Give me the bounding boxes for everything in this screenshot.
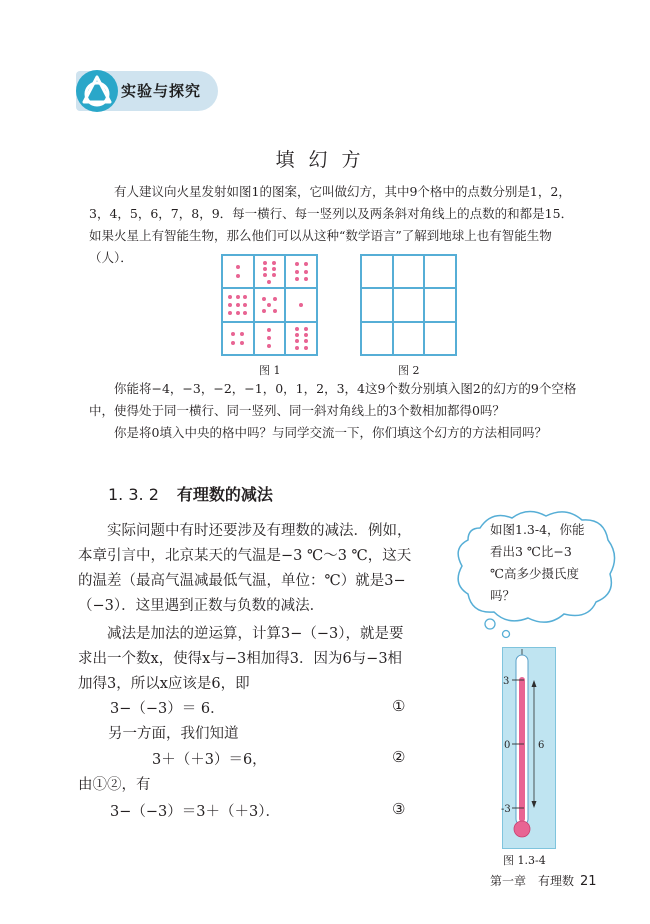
body-paragraph-2: 减法是加法的逆运算，计算3−（−3），就是要求出一个数x，使得x与−3相加得3．因为6与−3相加得3，所以x应该是6，即 [78, 626, 404, 692]
magic-square-cell [254, 255, 286, 288]
grid-cell [393, 255, 425, 288]
dot-mark [243, 311, 247, 315]
dot-mark [228, 311, 232, 315]
dot-mark [304, 270, 308, 274]
footer-chapter: 第一章 有理数 [490, 874, 575, 888]
page-footer [490, 872, 597, 889]
dot-mark [231, 341, 235, 345]
magic-square-cell [222, 288, 254, 321]
dot-mark [304, 262, 308, 266]
equation-2-number: ② [392, 748, 406, 766]
dot-mark [304, 327, 308, 331]
dot-mark [236, 265, 240, 269]
dot-mark [295, 339, 299, 343]
figure-2-caption: 图 2 [398, 364, 420, 377]
dot-mark [295, 327, 299, 331]
dot-mark [228, 295, 232, 299]
dot-mark [263, 261, 267, 265]
dot-mark [243, 295, 247, 299]
grid-cell [393, 322, 425, 355]
magic-square-cell [254, 322, 286, 355]
line-from-equations: 由①②，有 [78, 777, 151, 793]
dot-mark [272, 261, 276, 265]
magic-square-cell [222, 322, 254, 355]
subsection-title: 有理数的减法 [176, 485, 273, 504]
grid-cell [361, 255, 393, 288]
magic-square-figure-1 [221, 254, 318, 356]
question-paragraph [89, 378, 581, 444]
banner-title: 实验与探究 [121, 82, 202, 100]
dot-mark [263, 273, 267, 277]
dot-mark [272, 267, 276, 271]
dot-mark [295, 346, 299, 350]
dot-mark [263, 267, 267, 271]
grid-cell [424, 255, 456, 288]
dot-mark [273, 309, 277, 313]
magic-square-cell [222, 255, 254, 288]
dot-mark [236, 295, 240, 299]
dot-mark [295, 277, 299, 281]
dot-mark [299, 303, 303, 307]
dot-mark [267, 328, 271, 332]
equation-2: 3＋（＋3）＝6， [152, 752, 267, 768]
magic-square-cell [285, 255, 317, 288]
dot-mark [267, 336, 271, 340]
figure-1-3-4-caption: 图 1.3-4 [503, 854, 546, 867]
grid-cell [424, 288, 456, 321]
question-2: 你是将0填入中央的格中吗？与同学交流一下，你们填这个幻方的方法相同吗？ [114, 425, 547, 440]
dot-mark [304, 277, 308, 281]
equation-3: 3−（−3）＝3＋（＋3）． [110, 804, 280, 820]
grid-cell [393, 288, 425, 321]
dot-mark [262, 309, 266, 313]
subsection-heading [108, 482, 273, 505]
grid-cell [361, 288, 393, 321]
dot-mark [240, 341, 244, 345]
figure-1-caption: 图 1 [259, 364, 281, 377]
dot-mark [304, 346, 308, 350]
dot-mark [295, 262, 299, 266]
equation-3-number: ③ [392, 800, 406, 818]
label-3: 3 [503, 676, 510, 687]
magic-square-cell [285, 322, 317, 355]
triangle-circle-icon [74, 68, 120, 114]
arrow-up-icon [532, 680, 537, 687]
intro-paragraph: 有人建议向火星发射如图1的图案，它叫做幻方，其中9个格中的点数分别是1，2，3，4，5，6，7，8，9．每一横行、每一竖列以及两条斜对角线上的点数的和都是15．如果火星上有智能生物，那么他们可以从这种“数学语言”了解到地球上也有智能生物（人）． [89, 184, 574, 265]
section-title: 填幻方 [275, 149, 375, 171]
label-minus-3: -3 [501, 804, 511, 815]
label-0: 0 [504, 740, 511, 751]
cloud-question: 如图1.3-4，你能看出3 ℃比−3 ℃高多少摄氏度吗？ [490, 522, 585, 603]
dot-mark [267, 280, 271, 284]
dot-mark [304, 339, 308, 343]
dot-mark [240, 332, 244, 336]
line-other-hand: 另一方面，我们知道 [108, 726, 239, 742]
dot-mark [273, 297, 277, 301]
dot-mark [236, 303, 240, 307]
dot-mark [267, 303, 271, 307]
dot-mark [231, 332, 235, 336]
page-number: 21 [580, 874, 597, 889]
dot-mark [228, 303, 232, 307]
dot-mark [295, 333, 299, 337]
equation-1: 3−（−3）＝ 6． [110, 701, 225, 717]
dot-mark [295, 270, 299, 274]
equation-1-number: ① [392, 697, 406, 715]
dot-mark [243, 303, 247, 307]
magic-square-cell [254, 288, 286, 321]
grid-cell [361, 322, 393, 355]
dot-mark [236, 274, 240, 278]
thermometer-figure [502, 647, 558, 851]
magic-square-figure-2 [360, 254, 457, 356]
magic-square-cell [285, 288, 317, 321]
dot-mark [304, 333, 308, 337]
dot-mark [272, 273, 276, 277]
arrow-down-icon [532, 801, 537, 808]
label-6: 6 [538, 740, 545, 751]
dot-mark [236, 311, 240, 315]
dot-mark [267, 344, 271, 348]
grid-cell [424, 322, 456, 355]
dot-mark [262, 297, 266, 301]
question-1: 你能将−4，−3，−2，−1，0，1，2，3，4这9个数分别填入图2的幻方的9个空格中，使得处于同一横行、同一竖列、同一斜对角线上的3个数相加都得0吗？ [89, 381, 577, 418]
subsection-number: 1. 3. 2 [108, 485, 159, 504]
body-paragraph-1: 实际问题中有时还要涉及有理数的减法．例如，本章引言中，北京某天的气温是−3 ℃～3 ℃，这天的温差（最高气温减最低气温，单位：℃）就是3−（−3）．这里遇到正数与负数的减法． [78, 523, 412, 614]
